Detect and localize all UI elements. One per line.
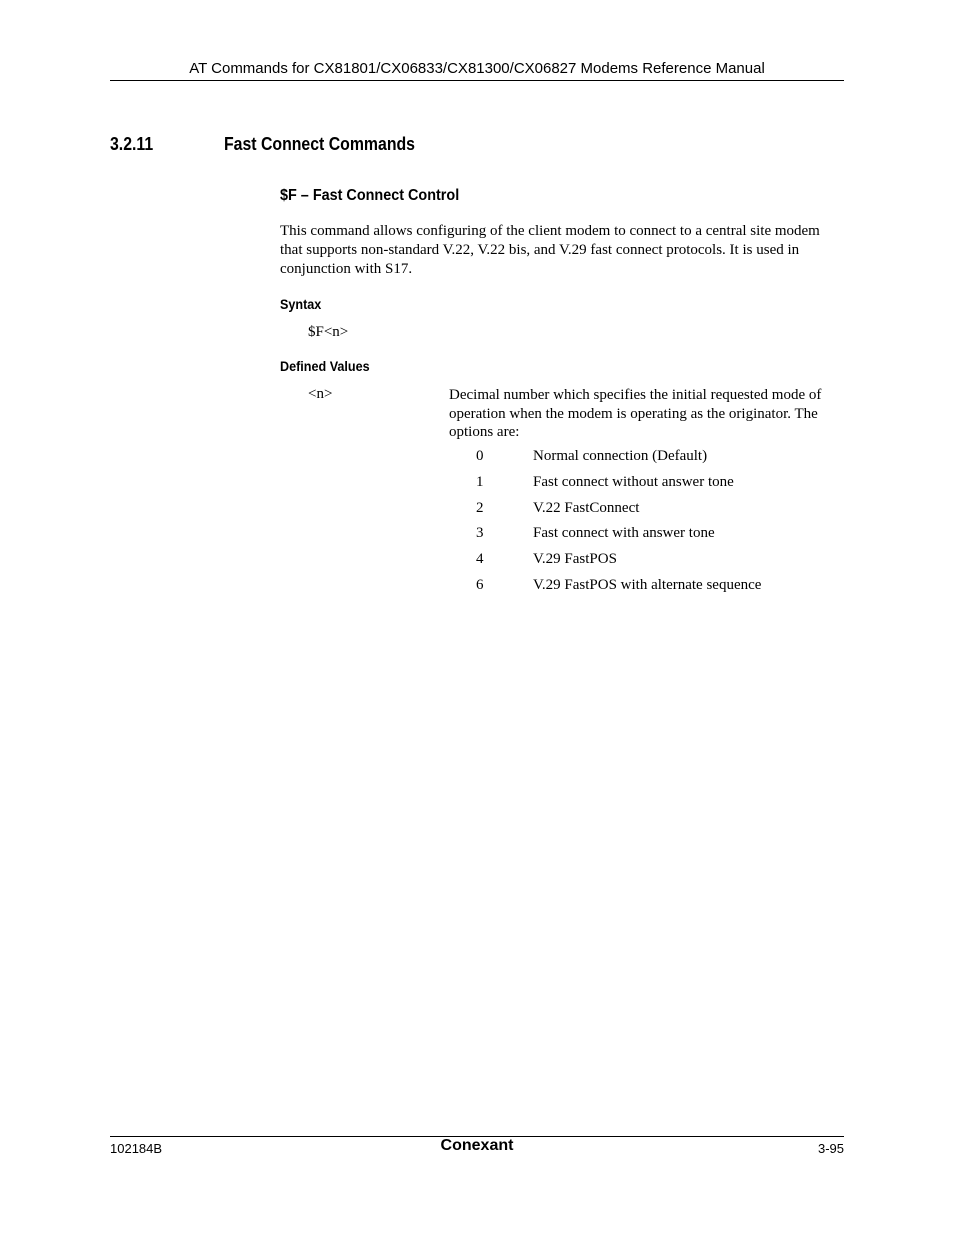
defined-values-heading: Defined Values xyxy=(280,358,370,374)
syntax-text: $F<n> xyxy=(308,324,349,340)
option-label: Fast connect without answer tone xyxy=(533,473,734,490)
option-label: V.22 FastConnect xyxy=(533,499,640,516)
parameter-description: Decimal number which specifies the initial requested mode of operation when the modem is operating as the originator. The options are: xyxy=(449,387,822,440)
option-label: V.29 FastPOS xyxy=(533,551,617,568)
option-value: 6 xyxy=(476,576,484,593)
running-header: AT Commands for CX81801/CX06833/CX81300/CX06827 Modems Reference Manual xyxy=(189,60,765,77)
options-list xyxy=(476,447,761,602)
document-number: 102184B xyxy=(110,1141,163,1156)
option-item xyxy=(476,550,761,576)
option-item xyxy=(476,576,761,602)
page-number: 3-95 xyxy=(817,1141,844,1156)
option-item xyxy=(476,447,761,473)
option-label: Fast connect with answer tone xyxy=(533,525,715,542)
option-value: 3 xyxy=(476,525,484,542)
header-divider xyxy=(110,80,844,81)
option-value: 1 xyxy=(476,473,484,490)
syntax-heading: Syntax xyxy=(280,296,322,312)
option-value: 2 xyxy=(476,499,484,516)
option-label: Normal connection (Default) xyxy=(533,448,708,464)
option-item xyxy=(476,524,761,550)
section-number: 3.2.11 xyxy=(110,134,154,154)
section-title: Fast Connect Commands xyxy=(224,134,415,154)
option-item xyxy=(476,499,761,525)
parameter-name: <n> xyxy=(308,386,333,402)
option-label: V.29 FastPOS with alternate sequence xyxy=(533,576,762,593)
command-title: $F – Fast Connect Control xyxy=(280,187,460,204)
option-value: 0 xyxy=(476,448,484,464)
option-item xyxy=(476,473,761,499)
option-value: 4 xyxy=(476,551,484,568)
command-description: This command allows configuring of the client modem to connect to a central site modem that supports non-standard V.22, V.22 bis, and V.29 fast connect protocols. It is used in conjunction with S17. xyxy=(280,223,820,277)
company-name: Conexant xyxy=(440,1137,514,1154)
